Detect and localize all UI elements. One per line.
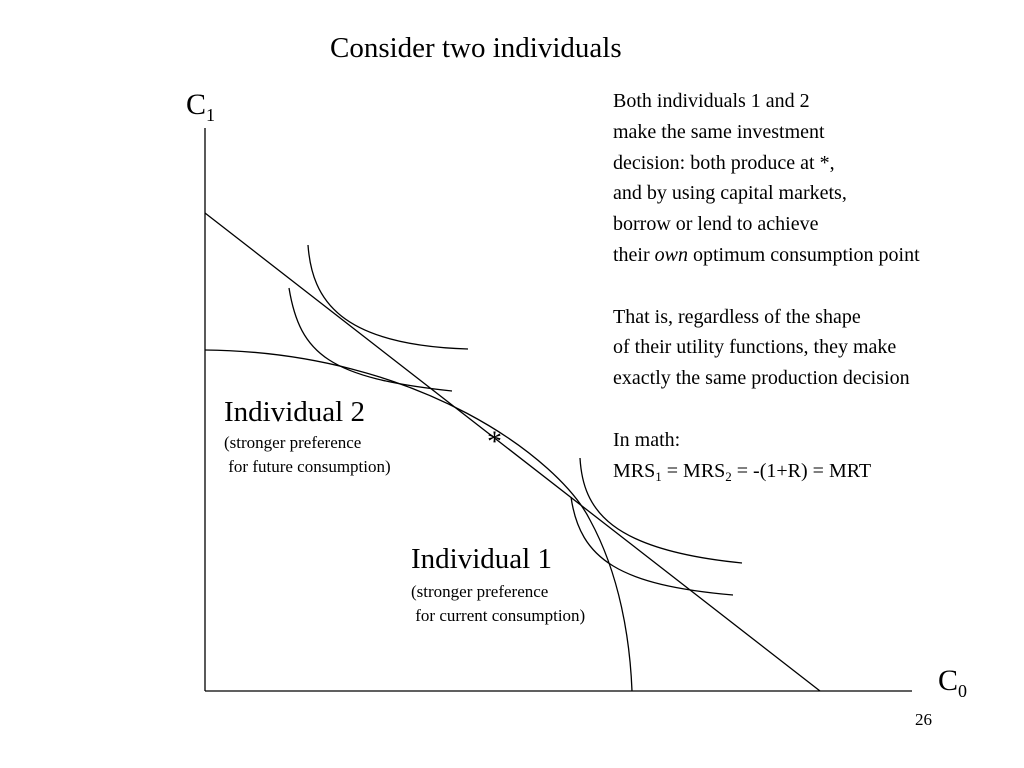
individual-1-label: Individual 1 [411, 543, 552, 575]
mrs-equation: $MRS_1 = MRS_2 = -(1+R)$ = MRT [613, 459, 872, 484]
explanation-line: decision: both produce at *, [613, 151, 835, 174]
explanation-line: and by using capital markets, [613, 182, 847, 205]
individual-2-label: Individual 2 [224, 396, 365, 428]
individual-2-indifference-curve-upper [308, 245, 468, 349]
explanation-line: borrow or lend to achieve [613, 213, 819, 236]
explanation-line: make the same investment [613, 120, 825, 143]
individual-2-indifference-curve-lower [289, 288, 452, 391]
math-intro: In math: [613, 428, 681, 451]
explanation-line: Both individuals 1 and 2 [613, 90, 810, 112]
explanation-line-own: their own optimum consumption point [613, 243, 920, 266]
individual-2-note-line2: for future consumption) [224, 457, 391, 476]
own-emphasis: own [654, 243, 688, 266]
individual-2-note-line1: (stronger preference [224, 433, 362, 452]
explanation-line: That is, regardless of the shape [613, 305, 861, 328]
individual-1-note-line1: (stronger preference [411, 582, 549, 601]
explanation-line: of their utility functions, they make [613, 336, 897, 359]
individual-1-indifference-curve-lower [571, 497, 733, 595]
page-number: 26 [915, 710, 932, 729]
production-point-marker: * [487, 425, 502, 458]
explanation-line: exactly the same production decision [613, 367, 910, 390]
individual-1-note-line2: for current consumption) [411, 606, 586, 625]
explanation-text [613, 86, 920, 486]
y-axis-label: $C_1$ [186, 88, 216, 125]
x-axis-label: $C_0$ [938, 664, 968, 701]
slide-title: Consider two individuals [330, 32, 622, 64]
